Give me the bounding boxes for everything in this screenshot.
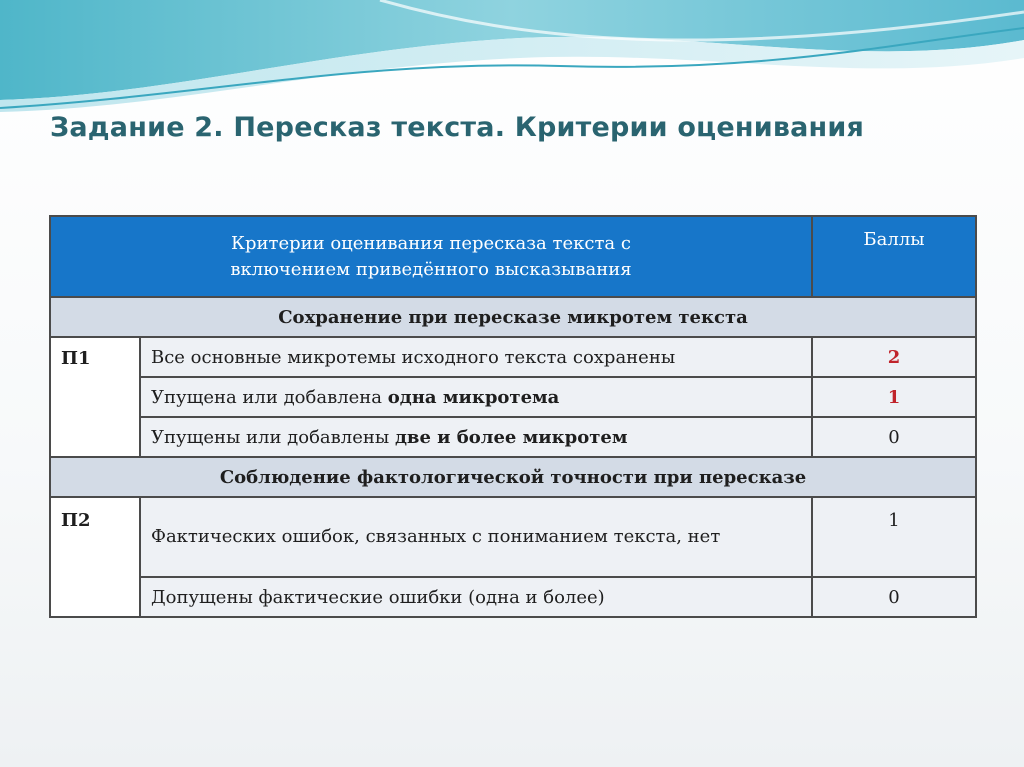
section-title: Соблюдение фактологической точности при пересказе	[50, 457, 976, 497]
section-row-factual-accuracy	[50, 457, 976, 497]
points-value: 0	[812, 417, 976, 457]
criteria-table	[49, 215, 977, 618]
criterion-text: Все основные микротемы исходного текста сохранены	[140, 337, 812, 377]
points-value: 1	[812, 377, 976, 417]
points-value: 2	[812, 337, 976, 377]
points-header: Баллы	[812, 216, 976, 297]
criteria-header	[50, 216, 812, 297]
table-row	[50, 497, 976, 577]
table-row	[50, 577, 976, 617]
criterion-text: Допущены фактические ошибки (одна и более)	[140, 577, 812, 617]
points-value: 0	[812, 577, 976, 617]
criteria-header-line2: включением приведённого высказывания	[230, 258, 632, 280]
table-row	[50, 337, 976, 377]
page-title: Задание 2. Пересказ текста. Критерии оценивания	[50, 112, 865, 143]
criterion-text: Фактических ошибок, связанных с пониманием текста, нет	[140, 497, 812, 577]
criterion-text: Упущена или добавлена одна микротема	[140, 377, 812, 417]
table-header-row	[50, 216, 976, 297]
criteria-header-line1: Критерии оценивания пересказа текста с	[231, 232, 631, 254]
criterion-text-emphasis: одна микротема	[387, 386, 560, 408]
section-title: Сохранение при пересказе микротем текста	[50, 297, 976, 337]
points-value: 1	[812, 497, 976, 577]
table-row	[50, 377, 976, 417]
section-row-microtopics	[50, 297, 976, 337]
decorative-wave-banner	[0, 0, 1024, 130]
table-row	[50, 417, 976, 457]
criterion-text: Упущены или добавлены две и более микротем	[140, 417, 812, 457]
criterion-text-emphasis: две и более микротем	[394, 426, 628, 448]
criterion-code: П1	[50, 337, 140, 457]
criterion-code: П2	[50, 497, 140, 617]
